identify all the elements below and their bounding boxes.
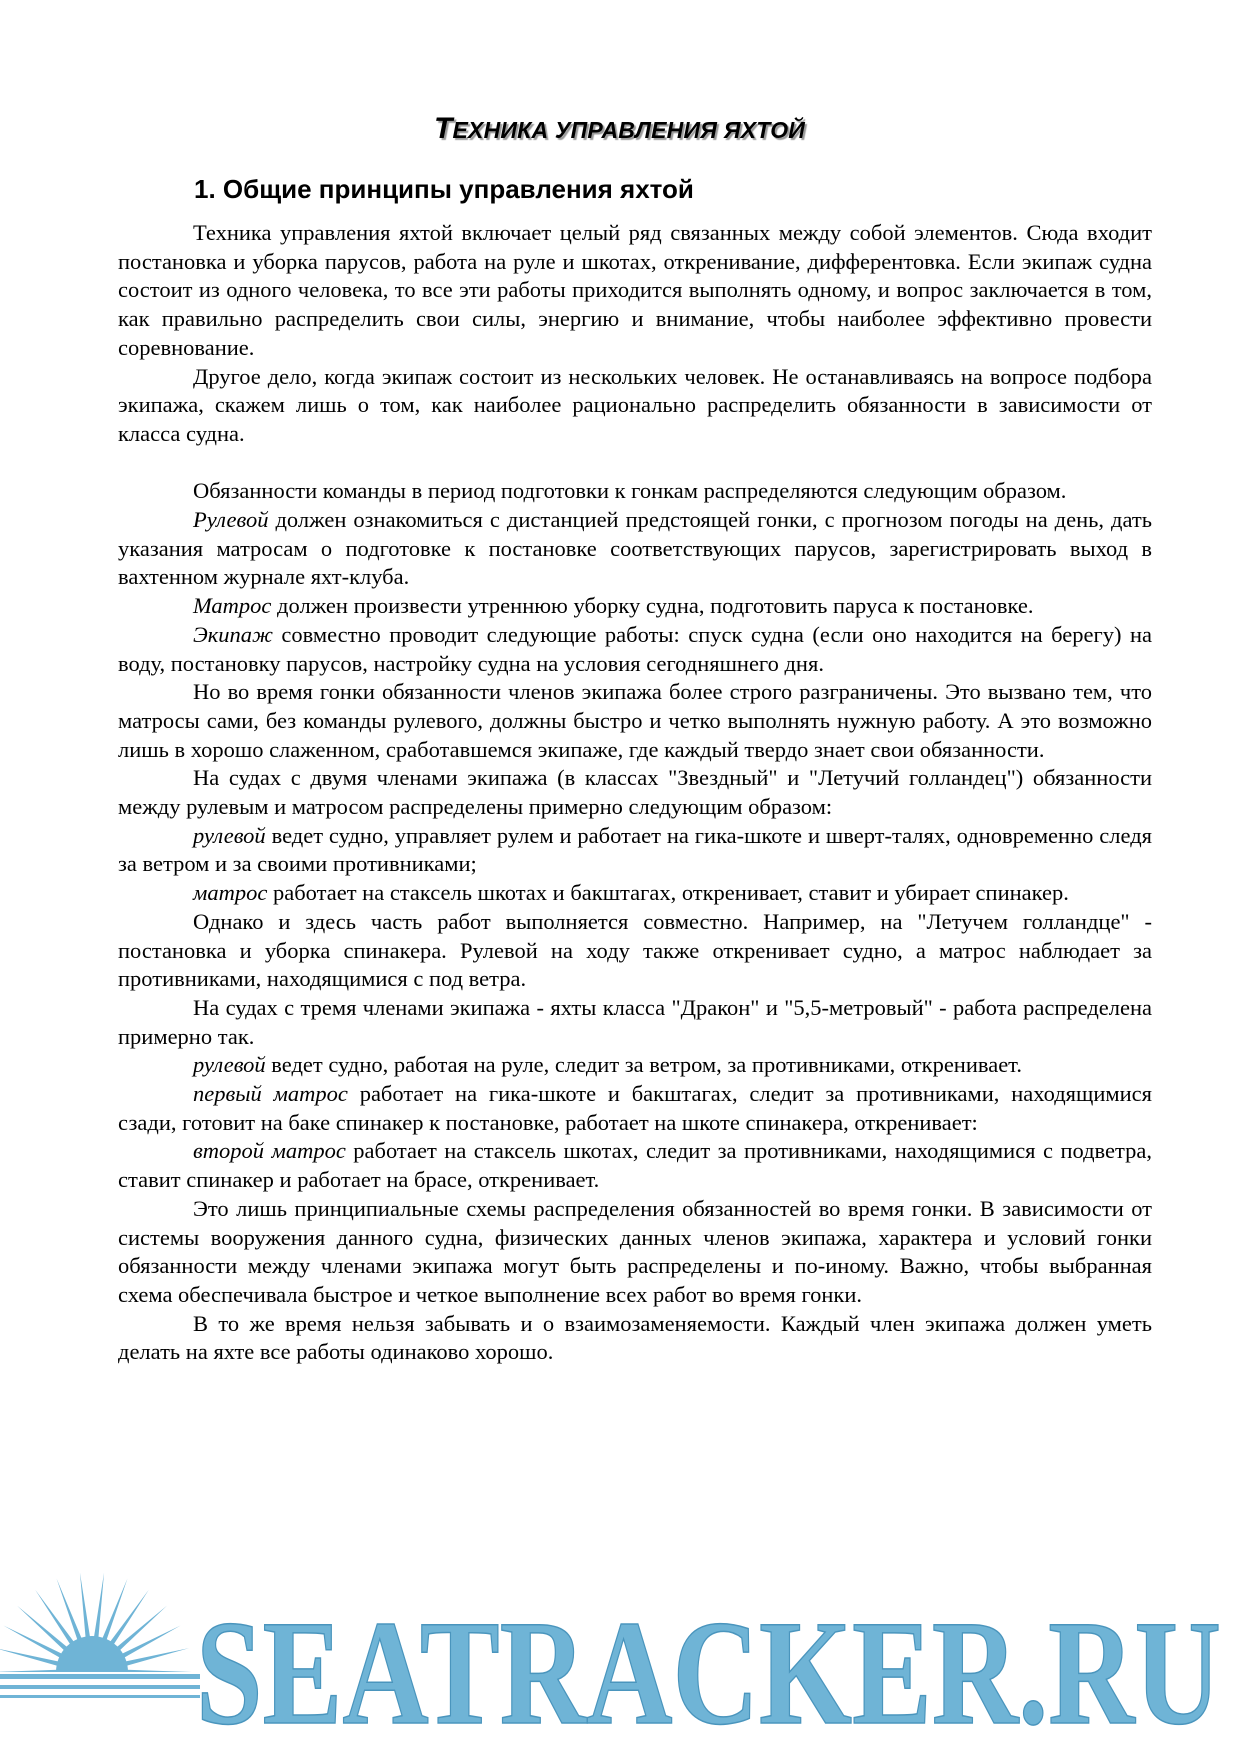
sun-ray — [94, 1705, 104, 1754]
watermark-text: SEATRACKER.RU — [196, 1590, 1221, 1754]
sun-ray — [0, 1670, 58, 1675]
sun-ray — [80, 1705, 90, 1754]
paragraph: Техника управления яхтой включает целый ряд связанных между собой элементов. Сюда входит постановка и уборка парусов, работа на руле и шкотах, откренивание, дифферентовка. Если экипаж судна состоит из одного человека, то все эти работы приходится выполнять одному, и вопрос заключается в том, как правильно распределить свои силы, энергию и внимание, чтобы наиболее эффективно провести соревнование. — [118, 220, 1152, 360]
paragraph: Это лишь принципиальные схемы распределения обязанностей во время гонки. В зависимости от системы вооружения данного судна, физических данных членов экипажа, характера и условий гонки обязанности между членами экипажа могут быть распределены и по-иному. Важно, чтобы выбранная схема обеспечивала быстрое и четкое выполнение всех работ во время гонки. — [118, 1195, 1152, 1307]
document-title — [0, 112, 1239, 146]
sun-ray — [109, 1699, 148, 1754]
watermark-logo — [0, 1560, 1239, 1754]
body-text — [118, 219, 1152, 1367]
sun-ray — [80, 1573, 90, 1639]
sun-ray — [3, 1686, 63, 1719]
paragraph: Другое дело, когда экипаж состоит из нескольких человек. Не останавливаясь на вопросе подбора экипажа, скажем лишь о том, как наиболее рационально распределить обязанности в зависимости от класса судна. — [118, 363, 1152, 446]
paragraph: Экипаж совместно проводит следующие работы: спуск судна (если оно находится на берегу) на воду, постановку парусов, настройку судна на условия сегодняшнего дня. — [118, 621, 1152, 676]
section-title: 1. Общие принципы управления яхтой — [194, 174, 694, 204]
paragraph: Матрос должен произвести утреннюю уборку судна, подготовить паруса к постановке. — [193, 593, 1034, 619]
paragraph: На судах с тремя членами экипажа - яхты класса "Дракон" и "5,5-метровый" - работа распределена примерно так. — [118, 994, 1152, 1049]
paragraph: матрос работает на стаксель шкотах и бакштагах, откренивает, ставит и убирает спинакер. — [193, 880, 1069, 906]
paragraph: первый матрос работает на гика-шкоте и бакштагах, следит за противниками, находящимися сзади, готовит на баке спинакер к постановке, работает на шкоте спинакера, откренивает: — [118, 1081, 1152, 1135]
sun-ray — [126, 1670, 192, 1675]
role-term: матрос — [193, 880, 268, 906]
role-term: первый матрос — [193, 1081, 348, 1107]
paragraph: рулевой ведет судно, управляет рулем и работает на гика-шкоте и шверт-талях, одновременно следя за ветром и за своими противниками; — [118, 822, 1152, 877]
sun-ray — [57, 1578, 83, 1641]
sun-ray — [121, 1686, 181, 1719]
sun-ray — [3, 1626, 63, 1659]
role-term: Рулевой — [193, 507, 269, 533]
paragraph: Но во время гонки обязанности членов экипажа более строго разграничены. Это вызвано тем, что матросы сами, без команды рулевого, должны быстро и четко выполнять нужную работу. А это возможно лишь в хорошо слаженном, сработавшемся экипаже, где каждый твердо знает свои обязанности. — [118, 679, 1152, 762]
sun-ray — [116, 1693, 167, 1739]
sun-ray — [102, 1578, 128, 1641]
paragraph: второй матрос работает на стаксель шкотах, следит за противниками, находящимися с подветра, ставит спинакер и работает на брасе, откренивает. — [118, 1138, 1152, 1193]
sun-ray — [102, 1703, 128, 1754]
paragraph: Однако и здесь часть работ выполняется совместно. Например, на "Летучем голландце" - постановка и уборка спинакера. Рулевой на ходу также откренивает судно, а матрос наблюдает за противниками, находящимися с под ветра. — [118, 908, 1152, 992]
role-term: Матрос — [193, 593, 272, 619]
sun-ray — [35, 1699, 74, 1754]
sun-icon — [0, 1573, 200, 1754]
role-term: Экипаж — [193, 621, 273, 647]
role-term: рулевой — [193, 1052, 266, 1078]
paragraph: Обязанности команды в период подготовки к гонкам распределяются следующим образом. — [193, 478, 1067, 504]
title-first-letter: Т — [433, 112, 453, 145]
title-rest: ЕХНИКА УПРАВЛЕНИЯ ЯХТОЙ — [452, 117, 806, 143]
role-term: рулевой — [193, 822, 266, 848]
paragraph: В то же время нельзя забывать и о взаимозаменяемости. Каждый член экипажа должен уметь делать на яхте все работы одинаково хорошо. — [118, 1310, 1152, 1365]
sun-ray — [121, 1626, 181, 1659]
paragraph: Рулевой должен ознакомиться с дистанцией предстоящей гонки, с прогнозом погоды на день, дать указания матросам о подготовке к постановке соответствующих парусов, зарегистрировать выход в вахтенном журнале яхт-клуба. — [118, 507, 1152, 590]
sun-ray — [94, 1573, 104, 1639]
sun-ray — [17, 1693, 68, 1739]
role-term: второй матрос — [193, 1138, 346, 1164]
sun-ray — [57, 1703, 83, 1754]
paragraph: На судах с двумя членами экипажа (в классах "Звездный" и "Летучий голландец") обязанности между рулевым и матросом распределены примерно следующим образом: — [118, 765, 1152, 820]
paragraph: рулевой ведет судно, работая на руле, следит за ветром, за противниками, откренивает. — [193, 1052, 1022, 1078]
